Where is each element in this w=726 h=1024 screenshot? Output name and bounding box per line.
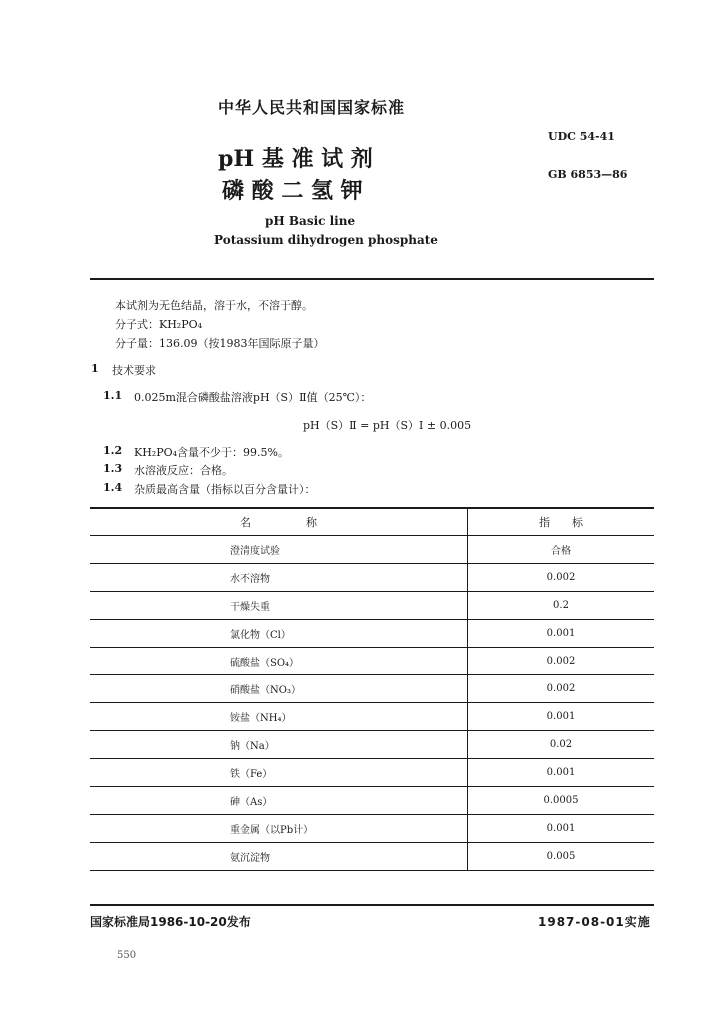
header-name: 名 称: [90, 508, 468, 536]
table-row: [90, 787, 654, 815]
impurity-name: 铁（Fe）: [90, 759, 468, 787]
national-standard-heading: 中华人民共和国国家标准: [218, 98, 406, 117]
table-row: [90, 647, 654, 675]
impurity-value: 合格: [468, 536, 655, 564]
impurity-value: 0.002: [468, 675, 655, 703]
impurity-name: 铵盐（NH₄）: [90, 703, 468, 731]
udc-code: UDC 54-41: [548, 130, 615, 143]
title-en-line2: Potassium dihydrogen phosphate: [214, 233, 438, 247]
impurity-value: 0.005: [468, 842, 655, 870]
table-row: [90, 563, 654, 591]
impurity-name: 氨沉淀物: [90, 842, 468, 870]
item-text: 水溶液反应：合格。: [134, 464, 233, 477]
item-number: 1.3: [103, 462, 123, 475]
page-number: 550: [117, 950, 137, 961]
impurity-name: 硝酸盐（NO₃）: [90, 675, 468, 703]
intro-formula: 分子式：KH₂PO₄: [115, 318, 203, 331]
title-cn-line2: 磷 酸 二 氢 钾: [222, 178, 363, 204]
item-text: 0.025m混合磷酸盐溶液pH（S）Ⅱ值（25℃）：: [134, 391, 372, 404]
item-text: KH₂PO₄含量不少于：99.5%。: [134, 446, 289, 459]
impurity-value: 0.001: [468, 619, 655, 647]
item-text: 杂质最高含量（指标以百分含量计）：: [134, 483, 316, 496]
table-row: [90, 814, 654, 842]
impurity-table: [90, 508, 654, 871]
impurity-value: 0.002: [468, 563, 655, 591]
issue-date: 国家标准局1986-10-20发布: [90, 915, 251, 929]
impurity-name: 钠（Na）: [90, 731, 468, 759]
table-row: [90, 759, 654, 787]
table-header-row: [90, 508, 654, 536]
impurity-name: 硫酸盐（SO₄）: [90, 647, 468, 675]
title-en-line1: pH Basic line: [265, 214, 356, 228]
footer-rule: [90, 904, 654, 906]
impurity-name: 氯化物（Cl）: [90, 619, 468, 647]
table-row: [90, 842, 654, 870]
impurity-value: 0.001: [468, 703, 655, 731]
impurity-name: 水不溶物: [90, 563, 468, 591]
impurity-value: 0.001: [468, 814, 655, 842]
header-value: 指 标: [468, 508, 655, 536]
gb-number: GB 6853—86: [548, 168, 628, 181]
item-number: 1.4: [103, 481, 123, 494]
impurity-name: 重金属（以Pb计）: [90, 814, 468, 842]
table-row: [90, 591, 654, 619]
impurity-name: 澄清度试验: [90, 536, 468, 564]
impurity-value: 0.002: [468, 647, 655, 675]
section-number: 1: [91, 362, 99, 375]
intro-molecular-weight: 分子量：136.09（按1983年国际原子量）: [115, 337, 325, 350]
item-number: 1.1: [103, 389, 123, 402]
impurity-name: 干燥失重: [90, 591, 468, 619]
table-row: [90, 675, 654, 703]
table-row: [90, 619, 654, 647]
section-heading: 技术要求: [112, 364, 156, 377]
table-row: [90, 731, 654, 759]
impurity-value: 0.0005: [468, 787, 655, 815]
item-number: 1.2: [103, 444, 123, 457]
header-rule: [90, 278, 654, 280]
table-row: [90, 536, 654, 564]
effective-date: 1987-08-01实施: [538, 915, 651, 929]
title-cn-line1: pH 基 准 试 剂: [218, 146, 373, 172]
impurity-value: 0.02: [468, 731, 655, 759]
impurity-value: 0.001: [468, 759, 655, 787]
table-row: [90, 703, 654, 731]
impurity-value: 0.2: [468, 591, 655, 619]
impurity-name: 砷（As）: [90, 787, 468, 815]
ph-formula: pH（S）Ⅱ = pH（S）Ⅰ ± 0.005: [303, 419, 472, 432]
intro-description: 本试剂为无色结晶，溶于水，不溶于醇。: [115, 299, 313, 312]
